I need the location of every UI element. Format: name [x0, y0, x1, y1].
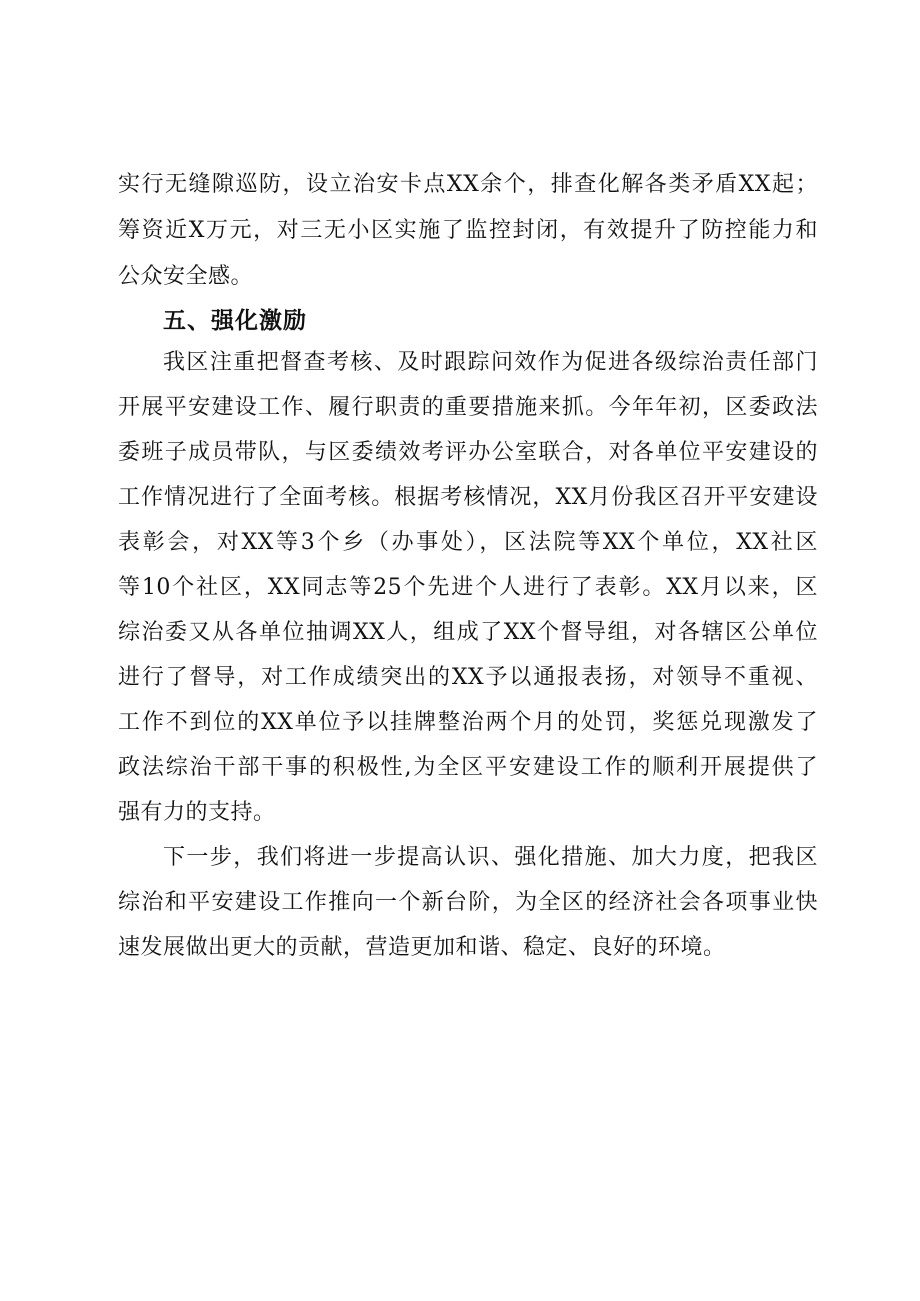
paragraph-line: 下一步，我们将进一步提高认识、强化措施、加大力度，把我区	[163, 845, 818, 870]
paragraph-line: 速发展做出更大的贡献，营造更加和谐、稳定、良好的环境。	[118, 935, 726, 960]
paragraph-line: 综治委又从各单位抽调XX人，组成了XX个督导组，对各辖区公单位	[118, 620, 818, 645]
paragraph-line: 表彰会，对XX等3个乡（办事处），区法院等XX个单位，XX社区	[118, 530, 818, 555]
paragraph-line: 委班子成员带队，与区委绩效考评办公室联合，对各单位平安建设的	[118, 440, 818, 465]
paragraph-line: 强有力的支持。	[118, 800, 276, 825]
paragraph-line: 公众安全感。	[118, 264, 254, 289]
paragraph-line: 进行了督导，对工作成绩突出的XX予以通报表扬，对领导不重视、	[118, 665, 818, 690]
paragraph-line: 我区注重把督查考核、及时跟踪问效作为促进各级综治责任部门	[163, 350, 818, 375]
paragraph-line: 开展平安建设工作、履行职责的重要措施来抓。今年年初，区委政法	[118, 395, 818, 420]
paragraph-line: 实行无缝隙巡防，设立治安卡点XX余个，排查化解各类矛盾XX起；	[118, 172, 818, 197]
paragraph-line: 工作情况进行了全面考核。根据考核情况，XX月份我区召开平安建设	[118, 485, 818, 510]
paragraph-line: 政法综治干部干事的积极性,为全区平安建设工作的顺利开展提供了	[118, 755, 818, 780]
paragraph-line: 综治和平安建设工作推向一个新台阶，为全区的经济社会各项事业快	[118, 890, 818, 915]
section-heading: 五、强化激励	[163, 308, 307, 334]
paragraph-line: 等10个社区，XX同志等25个先进个人进行了表彰。XX月以来，区	[118, 575, 818, 600]
paragraph-line: 筹资近X万元，对三无小区实施了监控封闭，有效提升了防控能力和	[118, 218, 818, 243]
paragraph-line: 工作不到位的XX单位予以挂牌整治两个月的处罚，奖惩兑现激发了	[118, 710, 818, 735]
